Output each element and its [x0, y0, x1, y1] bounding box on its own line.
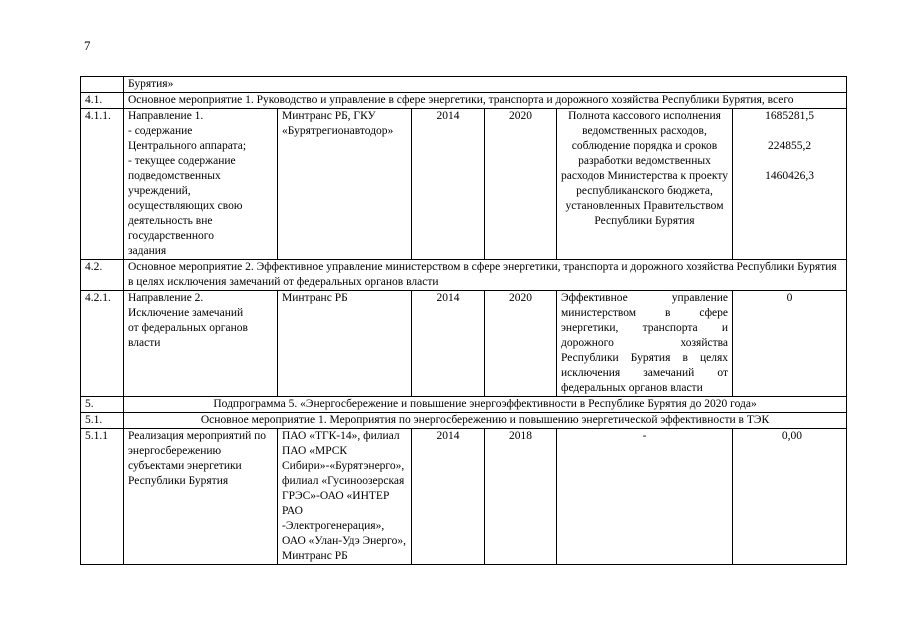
indicator: Полнота кассового исполнения ведомственных расходов, соблюдение порядка и сроков разработки ведомственных расходов Министерства к проекту республиканского бюджета, установленных Правительством Республики Бурятия	[557, 109, 733, 260]
row-number: 4.1.1.	[81, 109, 124, 260]
funding-value: 224855,2	[767, 140, 812, 152]
table-row-continuation	[81, 77, 847, 93]
subprogram-title: Подпрограмма 5. «Энергосбережение и повышение энергоэффективности в Республике Бурятия до 2020 года»	[124, 397, 847, 413]
indicator-line: министерством в сфере	[561, 307, 728, 319]
direction-name	[124, 291, 278, 397]
table-row-4-1-1	[81, 109, 847, 260]
name-line: деятельность вне	[128, 215, 213, 227]
name-line: Направление 2.	[128, 292, 204, 304]
activity-title: Основное мероприятие 2. Эффективное управление министерством в сфере энергетики, транспорта и дорожного хозяйства Республики Бурятия в целях исключения замечаний от федеральных органов власти	[124, 260, 847, 291]
end-year: 2020	[485, 291, 557, 397]
indicator-line: Республики Бурятия в целях	[561, 352, 728, 364]
executor: Минтранс РБ, ГКУ «Бурятрегионавтодор»	[278, 109, 412, 260]
indicator	[557, 291, 733, 397]
row-number: 4.1.	[81, 93, 124, 109]
row-number: 4.2.	[81, 260, 124, 291]
direction-name	[124, 109, 278, 260]
activity-title: Основное мероприятие 1. Мероприятия по энергосбережению и повышению энергетической эффективности в ТЭК	[124, 413, 847, 429]
funding-value: 0,00	[733, 429, 847, 565]
funding-value: 0	[733, 291, 847, 397]
executor: ПАО «ТГК-14», филиал ПАО «МРСК Сибири»-«Бурятэнерго», филиал «Гусиноозерская ГРЭС»-ОАО «ИНТЕР РАО -Электрогенерация», ОАО «Улан-Удэ Энерго», Минтранс РБ	[278, 429, 412, 565]
name-line: власти	[128, 337, 161, 349]
name-line: - содержание	[128, 125, 193, 137]
indicator-line: дорожного хозяйства	[561, 337, 728, 349]
activity-title: Основное мероприятие 1. Руководство и управление в сфере энергетики, транспорта и дорожного хозяйства Республики Бурятия, всего	[124, 93, 847, 109]
continuation-text: Бурятия»	[124, 77, 847, 93]
page-number: 7	[84, 38, 91, 53]
name-line: подведомственных	[128, 170, 221, 182]
executor: Минтранс РБ	[278, 291, 412, 397]
name-line: учреждений,	[128, 185, 191, 197]
table-row-4-2-1	[81, 291, 847, 397]
name-line: Направление 1.	[128, 110, 204, 122]
indicator-line: исключения замечаний от	[561, 367, 728, 379]
indicator-line: Эффективное управление	[561, 292, 728, 304]
start-year: 2014	[412, 291, 485, 397]
name-line: от федеральных органов	[128, 322, 248, 334]
name-line: задания	[128, 245, 167, 257]
start-year: 2014	[412, 109, 485, 260]
name-line: Центрального аппарата;	[128, 140, 247, 152]
cell-num	[81, 77, 124, 93]
name-line: государственного	[128, 230, 214, 242]
row-number: 5.1.1	[81, 429, 124, 565]
measure-name: Реализация мероприятий по энергосбережению субъектами энергетики Республики Бурятия	[124, 429, 278, 565]
row-number: 5.1.	[81, 413, 124, 429]
row-number: 4.2.1.	[81, 291, 124, 397]
indicator-line: федеральных органов власти	[561, 382, 703, 394]
start-year: 2014	[412, 429, 485, 565]
table-row-4-2	[81, 260, 847, 291]
name-line: Исключение замечаний	[128, 307, 244, 319]
program-table	[80, 76, 847, 565]
table-row-4-1	[81, 93, 847, 109]
funding	[733, 109, 847, 260]
end-year: 2020	[485, 109, 557, 260]
end-year: 2018	[485, 429, 557, 565]
funding-value: 1460426,3	[765, 170, 814, 182]
table-row-5	[81, 397, 847, 413]
name-line: осуществляющих свою	[128, 200, 243, 212]
indicator-line: энергетики, транспорта и	[561, 322, 728, 334]
table-row-5-1	[81, 413, 847, 429]
table-row-5-1-1	[81, 429, 847, 565]
name-line: - текущее содержание	[128, 155, 236, 167]
indicator: -	[557, 429, 733, 565]
row-number: 5.	[81, 397, 124, 413]
funding-value: 1685281,5	[765, 110, 814, 122]
